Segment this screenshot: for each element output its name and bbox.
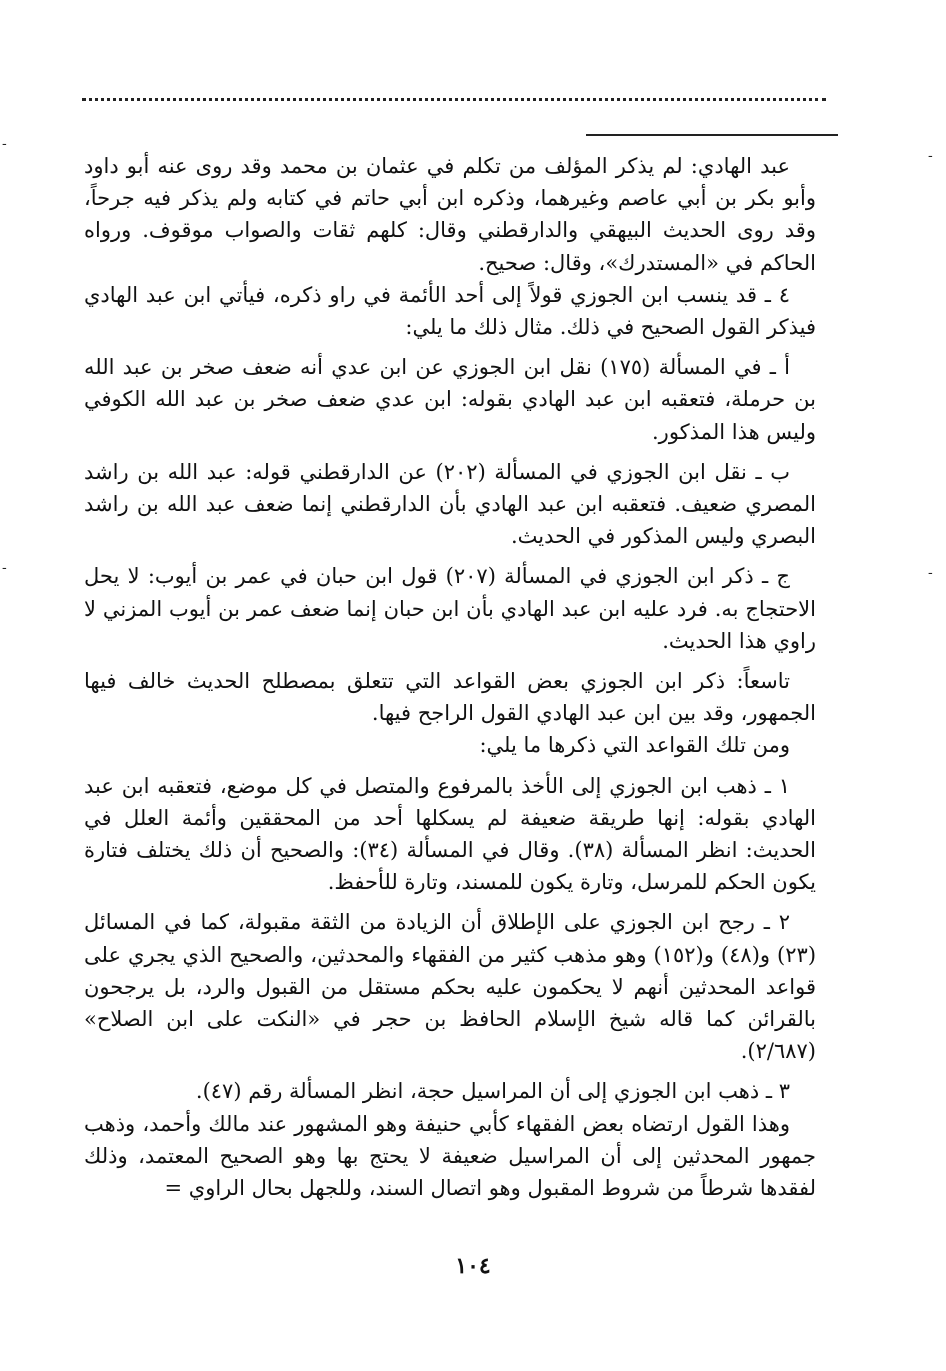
margin-mark: - (928, 565, 933, 581)
margin-mark: - (2, 136, 7, 152)
paragraph-rule-2: ٢ ـ رجح ابن الجوزي على الإطلاق أن الزيادة من الثقة مقبولة، كما في المسائل (٢٣) و(٤٨) و(١٥٢) وهو مذهب كثير من الفقهاء والمحدثين، والصحيح الذي يجري على قواعد المحدثين أنهم لا يحكمون عليه بحكم مستقل من القبول والرد، بل يرجحون بالقرائن كما قاله شيخ الإسلام الحافظ بن حجر في «النكت على ابن الصلاح» (٢/٦٨٧). (84, 910, 817, 1064)
paragraph-example-a: أ ـ في المسألة (١٧٥) نقل ابن الجوزي عن ابن عدي أنه ضعف صخر بن عبد الله بن حرملة، فتعقبه ابن عبد الهادي بقوله: ابن عدي ضعف صخر بن عبد الله الكوفي وليس هذا المذكور. (84, 355, 816, 444)
paragraph-rule-1: ١ ـ ذهب ابن الجوزي إلى الأخذ بالمرفوع والمتصل في كل موضع، فتعقبه ابن عبد الهادي بقوله: إنها طريقة ضعيفة لم يسكلها أحد من المحققين وأئمة العلل في الحديث: انظر المسألة (٣٨). وقال في المسألة (٣٤): والصحيح أن ذلك يختلف فتارة يكون الحكم للمرسل، وتارة يكون للمسند، وتارة للأحفظ. (84, 773, 816, 895)
paragraph-rule-3: ٣ ـ ذهب ابن الجوزي إلى أن المراسيل حجة، انظر المسألة رقم (٤٧). (195, 1079, 790, 1104)
paragraph-point-4: ٤ ـ قد ينسب ابن الجوزي قولاً إلى أحد الأئمة في راو ذكره، فيأتي ابن عبد الهادي فيذكر القول الصحيح في ذلك. مثال ذلك ما يلي: (84, 282, 816, 340)
page-number: ١٠٤ (455, 1253, 491, 1279)
paragraph-example-b: ب ـ نقل ابن الجوزي في المسألة (٢٠٢) عن الدارقطني قوله: عبد الله بن راشد المصري ضعيف. فتعقبه ابن عبد الهادي بأن الدارقطني إنما ضعف عبد الله بن راشد البصري وليس المذكور في الحديث. (84, 459, 816, 549)
paragraph-ninth: تاسعاً: ذكر ابن الجوزي بعض القواعد التي تتعلق بمصطلح الحديث خالف فيها الجمهور، وقد بين ابن عبد الهادي القول الراجح فيها. (84, 669, 816, 726)
paragraph-footnote-continuation: عبد الهادي: لم يذكر المؤلف من تكلم في عثمان بن محمد وقد روى عنه أبو داود وأبو بكر بن أبي عاصم وغيرهما، وذكره ابن أبي حاتم في كتابه ولم يذكر فيه جرحاً، وقد روى الحديث البيهقي والدارقطني وقال: كلهم ثقات والصواب موقوف. ورواه الحاكم في «المستدرك»، وقال: صحيح. (84, 154, 816, 275)
paragraph-example-c: ج ـ ذكر ابن الجوزي في المسألة (٢٠٧) قول ابن حبان في عمر بن أيوب: لا يحل الاحتجاج به. فرد عليه ابن عبد الهادي بأن ابن حبان إنما ضعف عمر بن أيوب المزني لا راوي هذا الحديث. (84, 564, 816, 653)
paragraph-mursal-discussion: وهذا القول ارتضاه بعض الفقهاء كأبي حنيفة وهو المشهور عند مالك وأحمد، وذهب جمهور المحدثين إلى أن المراسيل ضعيفة لا يحتج بها وهو الصحيح المعتمد، وذلك لفقدها شرطاً من شروط المقبول وهو اتصال السند، وللجهل بحال الراوي = (84, 1111, 816, 1201)
margin-mark: - (2, 560, 7, 576)
margin-mark: - (928, 148, 933, 164)
paragraph-rules-intro: ومن تلك القواعد التي ذكرها ما يلي: (479, 733, 790, 758)
page-body (84, 150, 816, 1240)
footnote-separator-rule (586, 134, 838, 136)
header-dotted-rule (82, 98, 826, 101)
